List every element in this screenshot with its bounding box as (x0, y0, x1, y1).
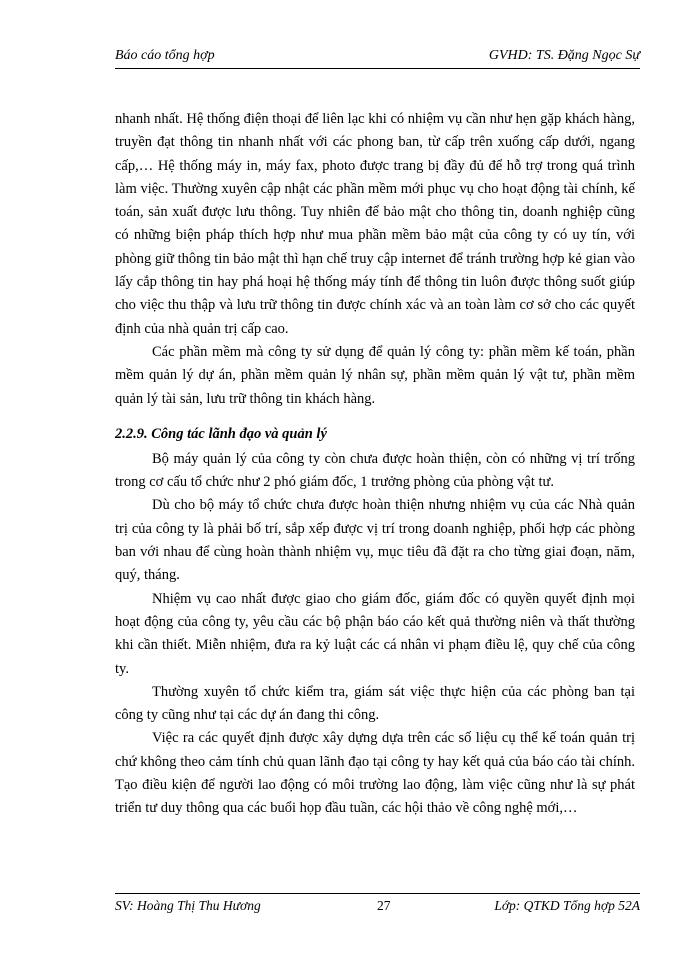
paragraph-inspection: Thường xuyên tổ chức kiểm tra, giám sát việc thực hiện của các phòng ban tại công ty cũng như tại các dự án đang thi công. (115, 683, 635, 724)
header-report-title: Báo cáo tổng hợp (115, 48, 215, 63)
footer-student: SV: Hoàng Thị Thu Hương (115, 898, 261, 913)
footer-class: Lớp: QTKD Tổng hợp 52A (494, 898, 640, 913)
paragraph-software: Các phần mềm mà công ty sử dụng để quản lý công ty: phần mềm kế toán, phần mềm quản lý dự án, phần mềm quản lý nhân sự, phần mềm quản lý vật tư, phần mềm quản lý tài sản, lưu trữ thông tin khách hàng. (115, 343, 635, 407)
page-header (115, 46, 640, 69)
paragraph-organization: Dù cho bộ máy tổ chức chưa được hoàn thiện nhưng nhiệm vụ của các Nhà quản trị của công ty là phải bố trí, sắp xếp được vị trí trong doanh nghiệp, phối hợp các phòng ban với nhau để cùng hoàn thành nhiệm vụ, mục tiêu đã đặt ra cho từng giai đoạn, năm, quý, tháng. (115, 497, 635, 584)
paragraph-director-duties: Nhiệm vụ cao nhất được giao cho giám đốc, giám đốc có quyền quyết định mọi hoạt động của công ty, yêu cầu các bộ phận báo cáo kết quả thường niên và thất thường khi cần thiết. Miễn nhiệm, đưa ra kỷ luật các cá nhân vi phạm điều lệ, quy chế của công ty. (115, 590, 635, 677)
paragraph-continued: nhanh nhất. Hệ thống điện thoại để liên lạc khi có nhiệm vụ cần như hẹn gặp khách hàng, truyền đạt thông tin nhanh nhất với các phong ban, từ cấp trên xuống cấp dưới, ngang cấp,… Hệ thống máy in, máy fax, photo được trang bị đầy đủ để hỗ trợ trong quá trình làm việc. Thường xuyên cập nhật các phần mềm mới phục vụ cho hoạt động tài chính, kế toán, sản xuất được lưu thông. Tuy nhiên để bảo mật cho thông tin, doanh nghiệp cũng có những biện pháp thích hợp như mua phần mềm bảo mật của công ty có uy tín, với phòng giữ thông tin bảo mật thì hạn chế truy cập internet để tránh trường hợp kẻ gian vào lấy cắp thông tin hay phá hoại hệ thống máy tính để thông tin luôn được thông suốt giúp cho việc thu thập và lưu trữ thông tin được chính xác và an toàn làm cơ sở cho các quyết định của nhà quản trị cấp cao. (115, 111, 635, 337)
page-content (115, 108, 635, 821)
header-supervisor: GVHD: TS. Đặng Ngọc Sự (488, 48, 640, 63)
paragraph-decisions: Việc ra các quyết định được xây dựng dựa trên các số liệu cụ thể kế toán quản trị chứ không theo cảm tính chủ quan lãnh đạo tại công ty hay kết quả của báo cáo tài chính. Tạo điều kiện để người lao động có môi trường lao động, làm việc cũng như là sự phát triển tư duy thông qua các buổi họp đầu tuần, các hội thảo về công nghệ mới,… (115, 730, 635, 817)
page-number: 27 (377, 898, 391, 913)
paragraph-management: Bộ máy quản lý của công ty còn chưa được hoàn thiện, còn có những vị trí trống trong cơ cấu tổ chức như 2 phó giám đốc, 1 trưởng phòng của phòng vật tư. (115, 450, 635, 491)
page-footer (115, 893, 640, 916)
section-heading: 2.2.9. Công tác lãnh đạo và quản lý (115, 425, 327, 442)
